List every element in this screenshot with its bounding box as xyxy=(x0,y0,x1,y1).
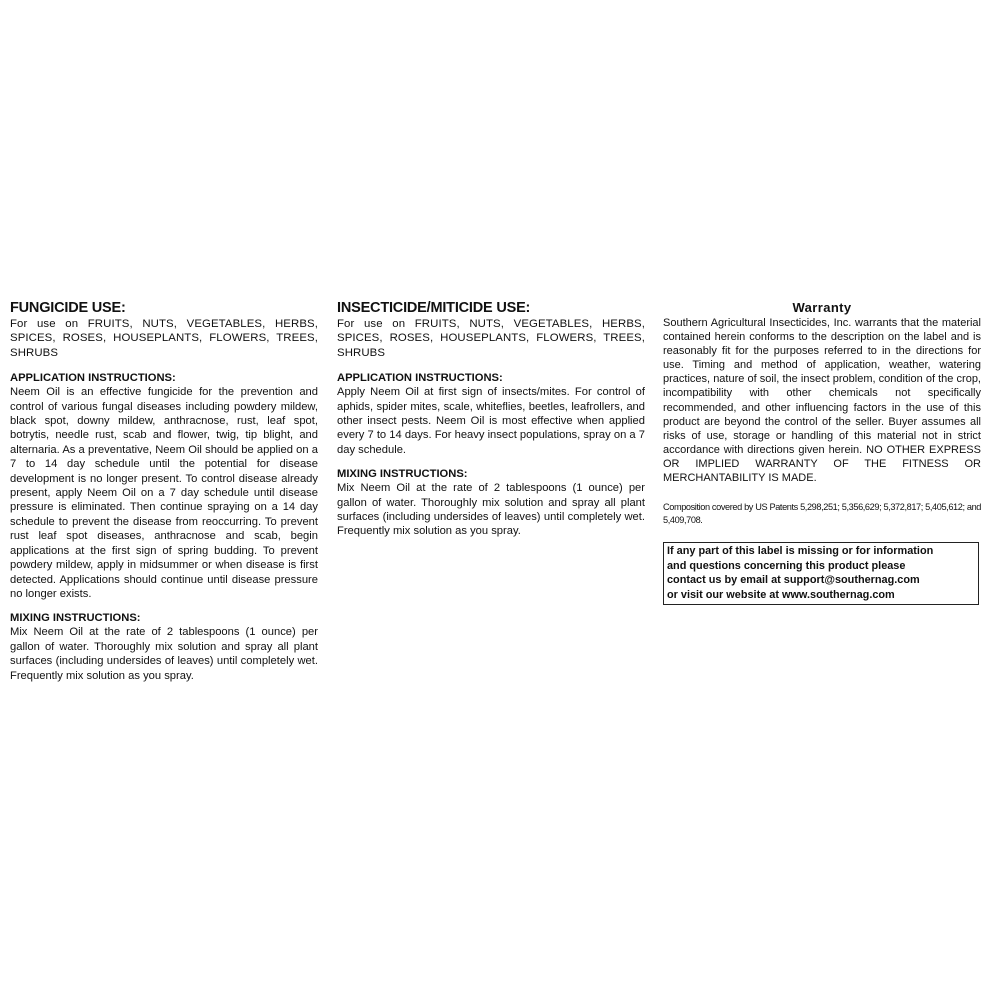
fungicide-application-heading: APPLICATION INSTRUCTIONS: xyxy=(10,372,176,385)
insecticide-application-heading: APPLICATION INSTRUCTIONS: xyxy=(337,372,503,385)
patents-text: Composition covered by US Patents 5,298,251; 5,356,629; 5,372,817; 5,405,612; and 5,409,708. xyxy=(663,502,981,526)
warranty-text: Southern Agricultural Insecticides, Inc. warrants that the material contained herein conforms to the description on the label and is reasonably fit for the purposes referred to in the directions for use. Timing and method of application, weather, watering practices, nature of soil, the insect problem, condition of the crop, incompatibility with other chemicals not specifically recommended, and other influencing factors in the use of this product are beyond the control of the seller. Buyer assumes all risks of use, storage or handling of this material not in strict accordance with directions given herein. NO OTHER EXPRESS OR IMPLIED WARRANTY OF THE FITNESS OR MERCHANTABILITY IS MADE. xyxy=(663,317,981,485)
insecticide-column xyxy=(337,300,645,550)
fungicide-use-heading: FUNGICIDE USE: xyxy=(10,300,126,316)
fungicide-mixing-text: Mix Neem Oil at the rate of 2 tablespoons (1 ounce) per gallon of water. Thoroughly mix solution and spray all plant surfaces (including undersides of leaves) until completely wet. Frequently mix solution as you spray. xyxy=(10,626,318,682)
fungicide-application-text: Neem Oil is an effective fungicide for the prevention and control of various fungal diseases including powdery mildew, black spot, downy mildew, anthracnose, rust, leaf spot, botrytis, needle rust, scab and flower, twig, tip blight, and alternaria. As a preventative, Neem Oil should be applied on a 7 to 14 day schedule until the potential for disease development is no longer present. To control disease already present, apply Neem Oil on a 7 day schedule until disease pressure is eliminated. Then continue spraying on a 14 day schedule to prevent the disease from reoccurring. To prevent rust leaf spot diseases, anthracnose and scab, begin applications at the first sign of spring budding. To prevent powdery mildew, apply in midsummer or when disease is first detected. Applications should continue until disease pressure no longer exists. xyxy=(10,386,318,600)
insecticide-mixing-heading: MIXING INSTRUCTIONS: xyxy=(337,468,468,481)
fungicide-use-list: For use on FRUITS, NUTS, VEGETABLES, HERBS, SPICES, ROSES, HOUSEPLANTS, FLOWERS, TREES, SHRUBS xyxy=(10,318,318,359)
contact-info-box xyxy=(663,542,979,605)
contact-website-line: or visit our website at www.southernag.com xyxy=(667,588,895,601)
insecticide-use-list: For use on FRUITS, NUTS, VEGETABLES, HERBS, SPICES, ROSES, HOUSEPLANTS, FLOWERS, TREES, SHRUBS xyxy=(337,318,645,359)
insecticide-use-heading: INSECTICIDE/MITICIDE USE: xyxy=(337,300,531,316)
contact-info-line: If any part of this label is missing or for information xyxy=(667,545,934,558)
warranty-column xyxy=(663,300,981,605)
contact-email-line: contact us by email at support@southernag.com xyxy=(667,574,920,587)
insecticide-application-text: Apply Neem Oil at first sign of insects/mites. For control of aphids, spider mites, scale, whiteflies, beetles, leafrollers, and other insect pests. Neem Oil is most effective when applied every 7 to 14 days. For heavy insect populations, spray on a 7 day schedule. xyxy=(337,386,645,456)
warranty-heading: Warranty xyxy=(792,300,852,315)
contact-info-line: and questions concerning this product please xyxy=(667,559,906,572)
fungicide-column xyxy=(10,300,318,694)
fungicide-mixing-heading: MIXING INSTRUCTIONS: xyxy=(10,612,141,625)
insecticide-mixing-text: Mix Neem Oil at the rate of 2 tablespoons (1 ounce) per gallon of water. Thoroughly mix solution and spray all plant surfaces (including undersides of leaves) until completely wet. Frequently mix solution as you spray. xyxy=(337,482,645,538)
